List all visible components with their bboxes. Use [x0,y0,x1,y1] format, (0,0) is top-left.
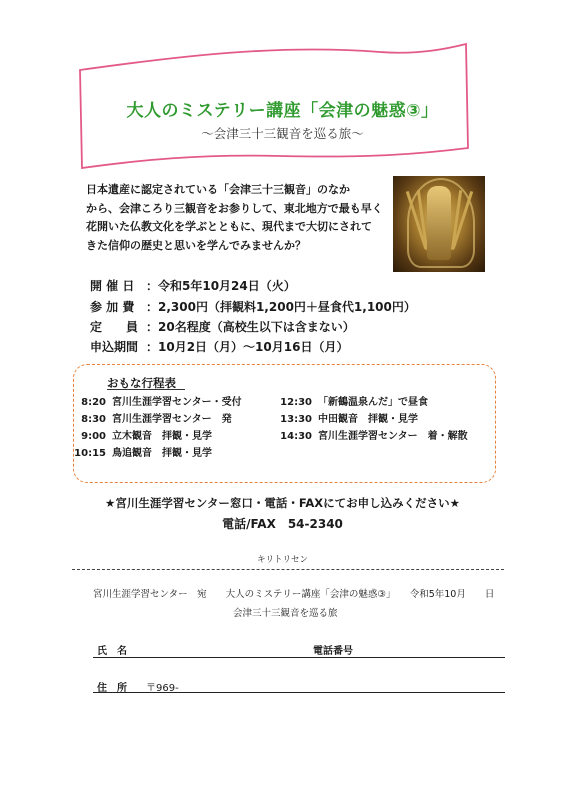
schedule-time: 13:30 [280,414,312,425]
form-subheader-line: 会津三十三観音を巡る旅 [233,608,338,619]
schedule-row [70,444,212,459]
schedule-text: 立木観音 拝観・見学 [112,431,212,442]
schedule-row [276,427,468,442]
schedule-title-underline [107,389,185,390]
schedule-row [276,393,428,408]
page-subtitle: ～会津三十三観音を巡る旅～ [201,126,364,141]
title-banner [0,0,565,170]
schedule-time: 8:20 [81,397,106,408]
form-header-line: 宮川生涯学習センター 宛 大人のミステリー講座「会津の魅惑③」 令和5年10月 日 [93,589,495,600]
detail-label: 申込期間 [90,340,139,354]
cut-line [72,569,504,570]
schedule-text: 鳥追観音 拝観・見学 [112,448,212,459]
address-field-label: 住 所 [97,683,127,694]
schedule-text: 中田観音 拝観・見学 [318,414,418,425]
detail-label: 参 加 費 [90,300,135,314]
detail-value: 令和5年10月24日（火） [158,279,296,293]
intro-line: きた信仰の歴史と思いを学んでみませんか？ [86,238,306,252]
schedule-time: 9:00 [81,431,106,442]
page-title: 大人のミステリー講座「会津の魅惑③」 [126,101,439,121]
phone-fax-number: 電話/FAX 54-2340 [222,517,343,531]
detail-value: 2,300円（拝観料1,200円＋昼食代1,100円） [158,300,416,314]
schedule-text: 「新鶴温泉んだ」で昼食 [318,397,428,408]
detail-value: 20名程度（高校生以下は含まない） [158,320,355,334]
schedule-row [70,427,212,442]
intro-line: から、会津ころり三観音をお参りして、東北地方で最も早く [86,201,383,215]
schedule-text: 宮川生涯学習センター・受付 [112,397,242,408]
schedule-row [276,410,418,425]
name-phone-field-line[interactable] [93,657,505,658]
schedule-text: 宮川生涯学習センター 着・解散 [318,431,468,442]
intro-line: 花開いた仏教文化を学ぶとともに、現代まで大切にされて [86,220,372,233]
schedule-time: 14:30 [280,431,312,442]
intro-line: 日本遺産に認定されている「会津三十三観音」のなか [86,183,350,196]
intro-paragraph [86,181,386,255]
schedule-time: 8:30 [81,414,106,425]
schedule-time: 10:15 [74,448,106,459]
kannon-statue-photo [393,176,485,272]
schedule-title: おもな行程表 [107,376,176,390]
name-field-label: 氏 名 [97,646,127,657]
cut-line-label: キリトリセン [249,553,316,565]
address-field-line[interactable] [93,692,505,693]
detail-value: 10月2日（月）～10月16日（月） [158,340,349,354]
detail-label: 定 員 [90,320,139,334]
schedule-row [70,410,232,425]
application-notice: ★宮川生涯学習センター窓口・電話・FAXにてお申し込みください★ [105,496,460,510]
schedule-time: 12:30 [280,397,312,408]
postal-code-prefix: 〒969- [146,683,179,694]
detail-label: 開 催 日 [90,279,135,293]
schedule-row [70,393,242,408]
phone-field-label: 電話番号 [313,646,353,657]
schedule-text: 宮川生涯学習センター 発 [112,414,232,425]
